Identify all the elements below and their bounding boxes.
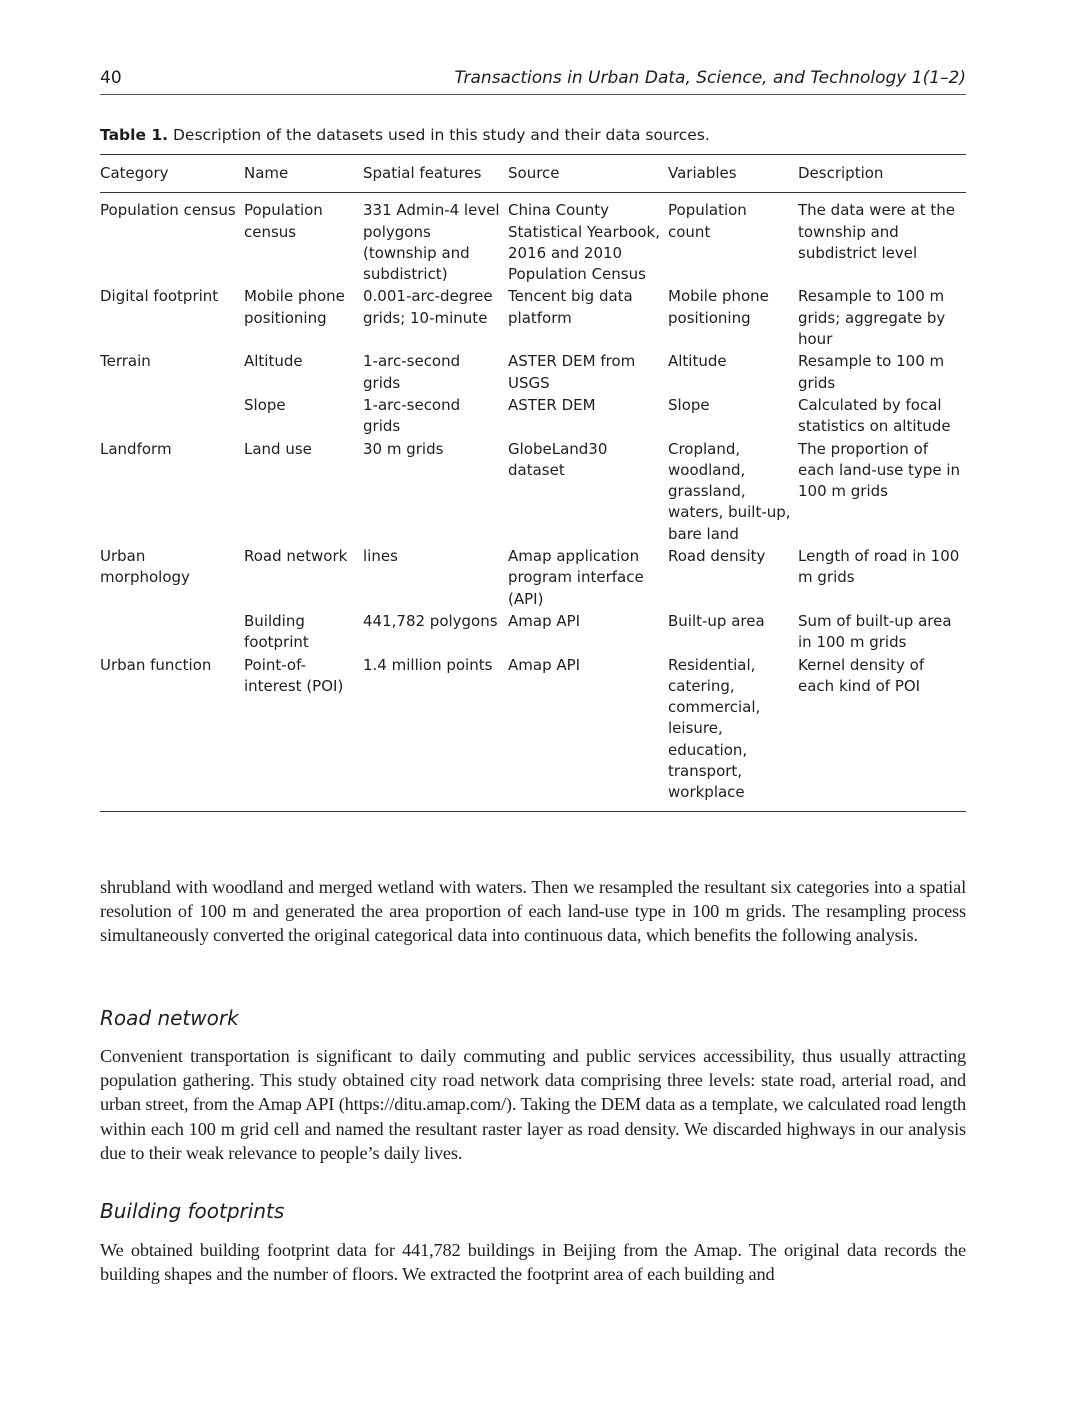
cell-variables: Residential, catering, commercial, leisure, education, transport, workplace [668, 655, 798, 812]
cell-description: Resample to 100 m grids [798, 352, 945, 392]
col-header-name: Name [244, 155, 363, 193]
cell-description: Length of road in 100 m grids [798, 547, 960, 587]
table-row [100, 655, 966, 812]
body-paragraph-landuse: shrubland with woodland and merged wetland with waters. Then we resampled the resultant six categories into a spatial resolution of 100 m and generated the area proportion of each land-use type in 100 m grids. The resampling process simultaneously converted the original categorical data into continuous data, which benefits the following analysis. [100, 877, 966, 946]
cell-variables: Population count [668, 201, 747, 241]
section-heading-building-footprints: Building footprints [100, 1199, 285, 1223]
cell-name: Point-of-interest (POI) [244, 655, 363, 812]
cell-source: ASTER DEM [508, 395, 596, 414]
body-paragraph-building-footprints: We obtained building footprint data for 441,782 buildings in Beijing from the Amap. The original data records the building shapes and the number of floors. We extracted the footprint area of each building and [100, 1240, 966, 1285]
cell-spatial-features: 331 Admin-4 level polygons (township and subdistrict) [363, 201, 500, 284]
cell-spatial-features: 0.001-arc-degree grids; 10-minute [363, 287, 493, 327]
cell-description: The data were at the township and subdistrict level [798, 201, 956, 262]
cell-category: Digital footprint [100, 287, 219, 306]
cell-category: Population census [100, 201, 236, 220]
cell-source: GlobeLand30 dataset [508, 439, 608, 479]
col-header-source: Source [508, 155, 668, 193]
table-row [100, 286, 966, 351]
cell-description: The proportion of each land-use type in 100 m grids [798, 439, 961, 501]
cell-source: Amap application program interface (API) [508, 547, 644, 608]
table-caption-text: Description of the datasets used in this study and their data sources. [172, 126, 710, 144]
cell-spatial-features: 1-arc-second grids [363, 395, 461, 436]
cell-source: Tencent big data platform [508, 287, 633, 327]
cell-category: Urban morphology [100, 547, 190, 587]
col-header-description: Description [798, 155, 966, 193]
cell-name: Mobile phone positioning [244, 287, 345, 327]
body-paragraph-road-network: Convenient transportation is significant to daily commuting and public services accessibility, thus usually attracting population gathering. This study obtained city road network data comprising three levels: state road, arterial road, and urban street, from the Amap API (https://ditu.amap.com/). Taking the DEM data as a template, we calculated road length within each 100 m grid cell and named the resultant raster layer as road density. We discarded highways in our analysis due to their weak relevance to people’s daily lives. [100, 1046, 966, 1163]
cell-category: Terrain [100, 352, 151, 371]
section-heading-road-network: Road network [100, 1006, 239, 1030]
cell-variables: Slope [668, 395, 710, 414]
cell-variables: Altitude [668, 352, 727, 371]
cell-description: Calculated by focal statistics on altitude [798, 395, 951, 436]
cell-source: China County Statistical Yearbook, 2016 and 2010 Population Census [508, 201, 660, 284]
cell-name: Population census [244, 201, 323, 241]
table-caption [100, 126, 966, 144]
cell-name: Slope [244, 395, 286, 414]
cell-source: ASTER DEM from USGS [508, 352, 636, 392]
col-header-variables: Variables [668, 155, 798, 193]
cell-name: Land use [244, 439, 312, 458]
cell-variables: Built-up area [668, 611, 765, 630]
cell-name: Road network [244, 547, 348, 566]
col-header-category: Category [100, 155, 244, 193]
cell-description: Resample to 100 m grids; aggregate by hour [798, 287, 946, 349]
cell-variables: Cropland, woodland, grassland, waters, built-up, bare land [668, 439, 791, 543]
table-row [100, 611, 966, 655]
cell-category [100, 611, 244, 655]
table-row [100, 193, 966, 287]
cell-spatial-features: lines [363, 547, 398, 566]
table-row [100, 395, 966, 439]
table-row [100, 351, 966, 395]
page-number: 40 [100, 68, 122, 88]
cell-spatial-features: 1-arc-second grids [363, 352, 461, 392]
cell-variables: Mobile phone positioning [668, 287, 769, 327]
cell-spatial-features: 30 m grids [363, 439, 444, 458]
cell-source: Amap API [508, 655, 668, 812]
cell-spatial-features: 441,782 polygons [363, 611, 498, 630]
cell-category: Landform [100, 439, 172, 458]
cell-description: Kernel density of each kind of POI [798, 655, 966, 812]
datasets-table [100, 154, 966, 812]
table-row [100, 439, 966, 546]
table-header-row [100, 155, 966, 193]
cell-spatial-features: 1.4 million points [363, 655, 508, 812]
journal-title: Transactions in Urban Data, Science, and Technology 1(1–2) [454, 68, 966, 88]
col-header-spatial-features: Spatial features [363, 155, 508, 193]
table-caption-label: Table 1. [100, 126, 169, 144]
cell-category [100, 395, 244, 439]
cell-source: Amap API [508, 611, 581, 630]
cell-name: Altitude [244, 352, 303, 371]
datasets-table-container [100, 154, 966, 812]
cell-description: Sum of built-up area in 100 m grids [798, 611, 952, 652]
cell-variables: Road density [668, 547, 766, 566]
running-header [100, 66, 966, 95]
cell-category: Urban function [100, 655, 244, 812]
cell-name: Building footprint [244, 611, 309, 652]
table-row [100, 546, 966, 611]
